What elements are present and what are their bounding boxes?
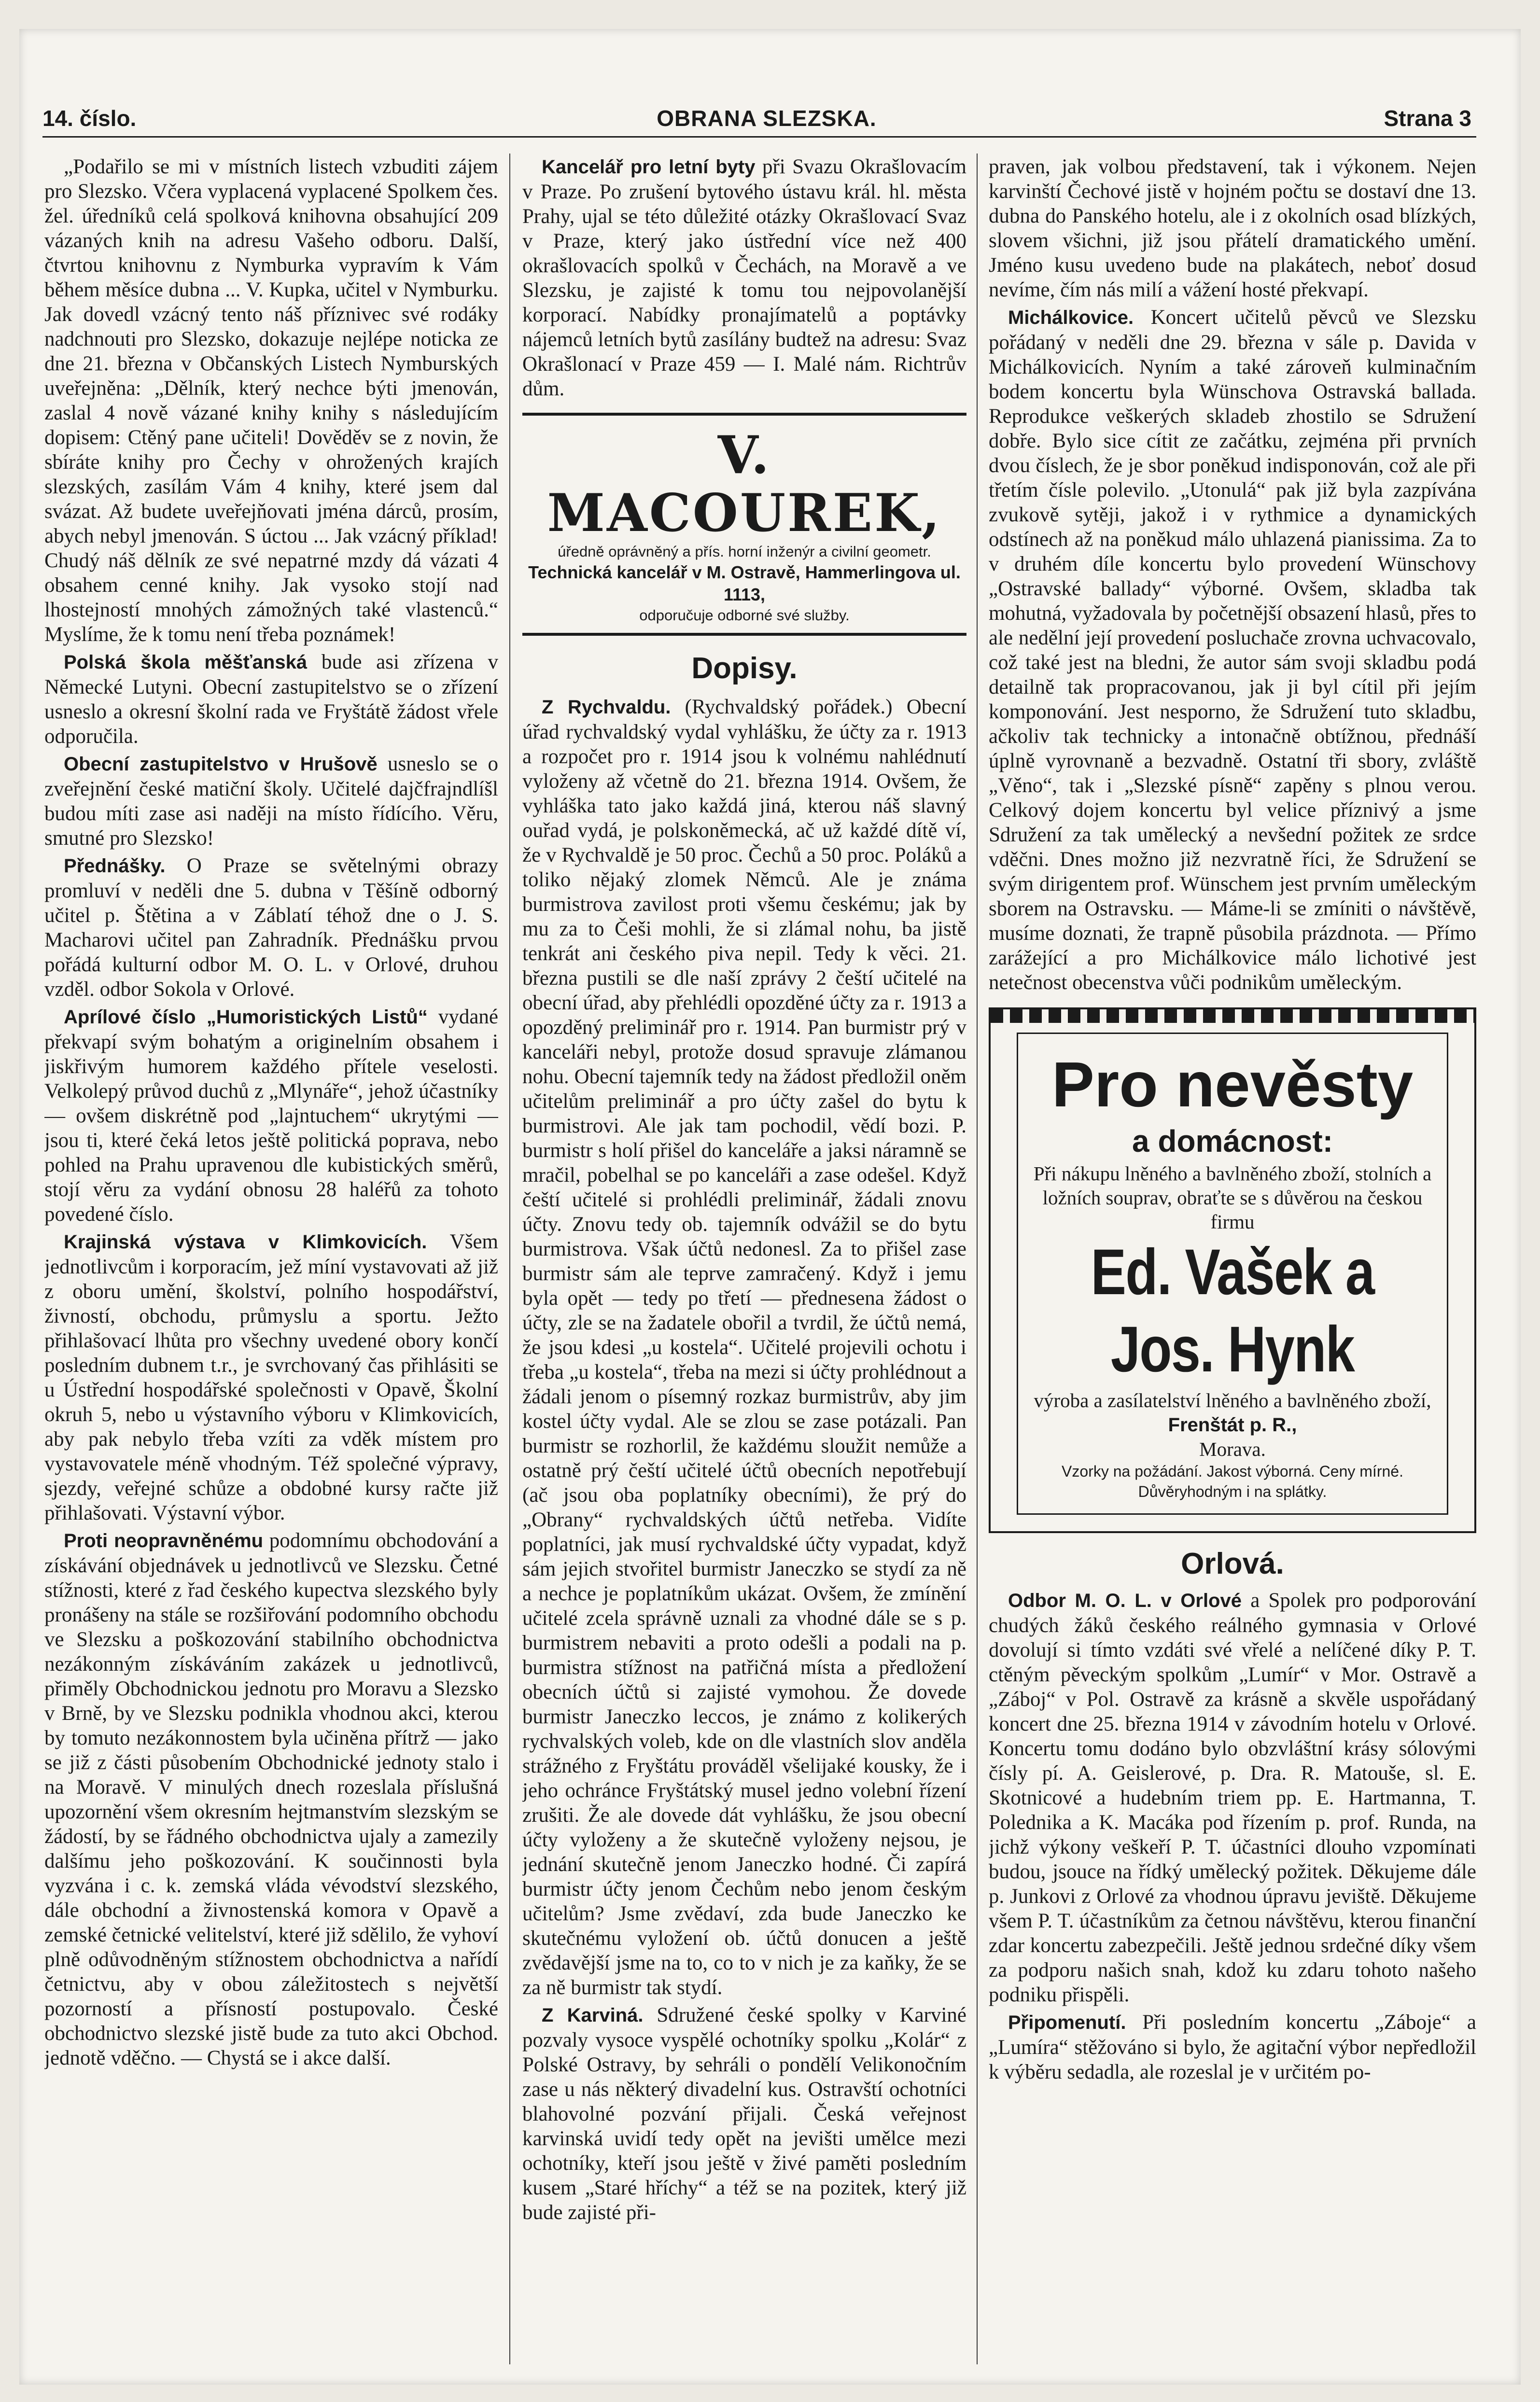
article-lead: Z Rychvaldu.: [542, 697, 671, 718]
article-text: Všem jednotlivcům i korporacím, jež míní vystavovati až již z oboru umění, školství, polního hospodářství, živností, obchodu, průmyslu a sportu. Ježto přihlašovací lhůta pro všechny uvedené obory končí posledním dubnem t.r., je svrchovaný čas přihlásiti se u Ústřední hospodářské společnosti v Opavě, Školní okruh 5, nebo u výstavního výboru v Klimkovicích, aby pak nebylo třeba vzíti za vděk místem pro vystavovatele méně vhodným. Též společné výpravy, sjezdy, veřejné schůze a obdobné kursy račte již přihlašovati. Výstavní výbor.: [44, 1230, 498, 1524]
article-text: a Spolek pro podporování chudých žáků českého reálného gymnasia v Orlové dovolují si tímto vzdáti své vřelé a nelíčené díky P. T. ctěným pěveckým spolkům „Lumír“ v Mor. Ostravě a „Záboj“ v Pol. Ostravě za krásně a skvěle uspořádaný koncert dne 25. března 1914 v závodním hotelu v Orlové. Koncertu tomu dodáno bylo obzvláštní krásy sólovými čísly pí. A. Geislerové, p. Dra. R. Matouše, sl. E. Skotnicové a hudebním triem pp. E. Hartmanna, T. Polednika a K. Macáka pod řízením p. prof. Runda, na jichž výkony veškeří P. T. účastníci dlouho vzpomínati budou, jsouce na řídký umělecký požitek. Děkujeme dále p. Junkovi z Orlové za vhodnou úpravu jeviště. Děkujeme všem P. T. účastníkům za četnou návštěvu, kterou finanční zdar koncertu zabezpečili. Ještě jednou srdečné díky všem za podporu našich snah, kdož ku zdaru tohoto našeho podniku přispěli.: [989, 1589, 1476, 2006]
article-paragraph: [44, 1229, 498, 1525]
article-lead: Michálkovice.: [1008, 307, 1134, 328]
article-lead: Přednášky.: [64, 855, 166, 877]
ad-line: Technická kancelář v M. Ostravě, Hammerlingova ul. 1113,: [528, 562, 961, 604]
article-text: podomnímu obchodování a získávání objednávek u jednotlivců ve Slezsku. Četné stížnosti, které z řad českého kupectva slezského byly pronášeny na stále se rozšiřování podomního obchodu ve Slezsku a poškozování stabilního obchodnictva nezákonným získáváním zakázek u jednotlivců, přiměly Obchodnickou jednotu pro Moravu a Slezsko v Brně, by ve Slezsku podnikla vhodnou akci, kterou by tomuto nezákonnostem byla učiněna přítrž — jako se již z části působením Obchodnické jednoty stalo i na Moravě. V minulých dnech rozeslala příslušná upozornění všem okresním hejtmanstvím slezským se žádostí, by se řádného obchodnictva ujaly a zamezily dalšímu jeho poškozování. K součinnosti byla vyzvána i c. k. zemská vláda vévodství slezského, dále obchodní a živnostenská komora v Opavě a zemské četnické velitelství, které již sdělilo, že vyhoví plně odůvodněným stížnostem obchodnictva a nařídí četnictvu, aby v obou záležitostech s největší pozorností a přísností postupovalo. České obchodnictvo slezské jistě bude za tuto akci Obchod. jednotě vděčno. — Chystá se i akce další.: [44, 1529, 498, 2069]
article-lead: Krajinská výstava v Klimkovicích.: [64, 1231, 427, 1253]
ad-headline: Pro nevěsty: [1051, 1049, 1414, 1120]
ad-city: Frenštát p. R.,: [1168, 1414, 1297, 1436]
column-2: [522, 154, 966, 2365]
article-lead: Proti neopravněnému: [64, 1530, 264, 1551]
ad-subheadline: a domácnost:: [1132, 1124, 1333, 1159]
article-paragraph: [522, 2003, 966, 2225]
article-paragraph: [44, 752, 498, 851]
ad-line: úředně oprávněný a přís. horní inženýr a civilní geometr.: [558, 543, 931, 560]
advertisement-macourek: [522, 413, 966, 636]
article-paragraph: praven, jak volbou představení, tak i výkonem. Nejen karvinští Čechové jistě v hojném počtu se dostaví dne 13. dubna do Panského hotelu, ale i z okolních osad blízkých, slovem všichni, již jsou přátelí dramatického umění. Jméno kusu uvedeno bude na plakátech, neboť dosud nevíme, čím nás milí a vážení hosté překvapí.: [989, 155, 1476, 301]
ad-line: [1029, 1388, 1436, 1437]
article-paragraph: [522, 695, 966, 2000]
article-text: Koncert učitelů pěvců ve Slezsku pořádaný v neděli dne 29. března v sále p. Davida v Michálkovicích. Nyním a také zároveň kulminačním bodem koncertu byla Wünschova Ostravská ballada. Reprodukce veškerých skladeb zhostilo se Sdružení dobře. Bylo sice cítit ze začátku, zejména při prvních dvou číslech, že je sbor poněkud indisponován, což ale při třetím čísle polevilo. „Utonulá“ pak již byla zazpívána zvukově sytěji, jakož i v rythmice a dynamických odstínech až na poněkud málo uhlazená pianissima. Za to v druhém díle koncertu bylo provedení Wünschovy „Ostravské ballady“ výborné. Ovšem, skladba tak mohutná, vyžadovala by početnější obsazení hlasů, přes to ale nedělní její provedení posluchače zrovna uchvacovalo, což také jest na bledni, že autor sám svoji skladbu podá detailně tak propracovanou, jak ji byl cítil při jejím komponování. Jest nesporno, že Sdružení tuto skladbu, ačkoliv tak technicky a intonačně obtížnou, přednáší úplně vyrovnaně a bezvadně. Ostatní tři sbory, zvláště „Věno“, tak i „Slezské písně“ zapěny s plnou verou. Celkový dojem koncertu byl velice příznivý a jsme Sdružení za tak umělecký a nevšední požitek ze srdce vděčni. Dnes možno již nezvratně říci, že Sdružení se svým dirigentem prof. Wünschem jest prvním uměleckým sborem na Ostravsku. — Máme-li se zmíniti o návštěvě, musíme doznati, že trapně působila prázdnota. — Přímo zarážející a pro Michálkovice málo lichotivé jest netečnost obecenstva vůči podnikům uměleckým.: [989, 306, 1476, 994]
article-paragraph: [44, 853, 498, 1002]
article-text: usneslo se o zveřejnění české matiční školy. Učitelé dajčfrajndlíšl budou míti zase asi naději na místo řídícího. Věru, smutné pro Slezsko!: [44, 753, 498, 850]
article-lead: Obecní zastupitelstvo v Hrušově: [64, 754, 378, 775]
ad-line: Vzorky na požádání. Jakost výborná. Ceny mírné. Důvěryhodným i na splátky.: [1062, 1463, 1403, 1500]
ad-line: odporučuje odborné své služby.: [639, 607, 850, 624]
article-lead: Aprílové číslo „Humoristických Listů“: [64, 1006, 428, 1028]
page-header: [42, 105, 1491, 136]
advertisement-vasek-hynk: [989, 1007, 1476, 1533]
ad-line-text: výroba a zasílatelství lněného a bavlněného zboží,: [1034, 1389, 1431, 1411]
article-paragraph: [989, 305, 1476, 995]
article-paragraph: [44, 1005, 498, 1227]
column-divider: [977, 154, 978, 2364]
ad-line: Morava.: [1199, 1438, 1266, 1460]
article-text: bude asi zřízena v Německé Lutyni. Obecní zastupitelstvo se o zřízení usneslo a okresní školní rada ve Fryštátě žádost vřele odporučila.: [44, 651, 498, 748]
ad-firm-name: Ed. Vašek a Jos. Hynk: [1091, 1236, 1374, 1385]
article-text: při Svazu Okrašlovacím v Praze. Po zrušení bytového ústavu král. hl. města Prahy, ujal se této důležité otázky Okrašlovací Svaz v Praze, který jako ústřední více než 400 okrašlovacích spolků v Čechách, na Moravě a ve Slezsku, je zajisté k tomu tou nejpovolanější korporací. Nabídky pronajímatelů a poptávky nájemců letních bytů zasílány budtež na adresu: Svaz Okrašlonací v Praze 459 — I. Malé nám. Richtrův dům.: [522, 155, 966, 400]
article-lead: Z Karviná.: [542, 2005, 644, 2026]
article-paragraph: [44, 650, 498, 749]
article-lead: Kancelář pro letní byty: [542, 156, 756, 178]
section-heading: Orlová.: [1181, 1547, 1284, 1580]
article-paragraph: [44, 1528, 498, 2070]
article-lead: Polská škola měšťanská: [64, 652, 308, 673]
issue-number: 14. číslo.: [42, 106, 137, 131]
article-text: Při posledním koncertu „Záboje“ a „Lumíra“ stěžováno si bylo, že agitační výbor nepředložil k výběru sedadla, ale rozeslal je v určitém po-: [989, 2011, 1476, 2083]
page-number: Strana 3: [1384, 106, 1471, 131]
article-paragraph: [989, 2010, 1476, 2084]
article-paragraph: „Podařilo se mi v místních listech vzbuditi zájem pro Slezsko. Včera vyplacená vyplacené Spolkem čes. žel. úředníků celá spolková knihovna obsahující 209 vázaných knih na adresu Vašeho odboru. Další, čtvrtou knihovnu z Nymburka vypravím k Vám během měsíce dubna ... V. Kupka, učitel v Nymburku. Jak dovedl vzácný tento náš příznivec své rodáky nadchnouti pro Slezsko, dokazuje nejlépe noticka ze dne 21. března v Občanských Listech Nymburských uveřejněna: „Dělník, který nechce býti jmenován, zaslal 4 nově vázané knihy knihy s následujícím dopisem: Ctěný pane učiteli! Dověděv se z novin, že sbíráte knihy pro Čechy v ohrožených krajích slezských, zasílám Vám 4 knihy, které jsem dal svázat. Až budete uveřejňovati jména dárců, prosím, abych nebyl jmenován. S úctou ... Jak vzácný příklad! Chudý náš dělník ze své nepatrné mzdy dá vázati 4 obsahem cenné knihy. Jak vysoko stojí nad lhostejností mnohých zámožných také vlastenců.“ Myslíme, že k tomu není třeba poznámek!: [44, 155, 498, 646]
article-text: O Praze se světelnými obrazy promluví v neděli dne 5. dubna v Těšíně odborný učitel p. Štětina a v Záblatí téhož dne o J. S. Macharovi učitel pan Zahradník. Přednášku prvou pořádá kulturní odbor M. O. L. v Orlové, druhou vzděl. odbor Sokola v Orlové.: [44, 854, 498, 1001]
masthead-title: OBRANA SLEZSKA.: [657, 106, 877, 131]
ad-frame: [1017, 1033, 1448, 1515]
ad-name: V. MACOUREK,: [547, 425, 942, 544]
column-1: [44, 154, 498, 2365]
article-lead: Připomenutí.: [1008, 2012, 1126, 2033]
article-text: (Rychvaldský pořádek.) Obecní úřad rychvaldský vydal vyhlášku, že účty za r. 1913 a rozpočet pro r. 1914 jsou k volnému nahlédnutí vyloženy až včetně do 21. března 1914. Ovšem, že vyhláška tato jako každá jiná, kterou náš slavný ouřad vydá, je polskoněmecká, ač už každé dítě ví, že v Rychvaldě je 50 proc. Čechů a 50 proc. Poláků a toliko nějaký zlomek Němců. Ale je známa burmistrova zavilost proti všemu českému; jak by mu za to Češi mohli, že si zlámal nohu, ba jistě tenkrát ani českého piva nepil. Tedy k věci. 21. března pustili se dle naší zprávy 2 čeští učitelé na obecní úřad, aby přehlédli opozděné účty za r. 1913 a opozděný preliminář pro r. 1914. Pan burmistr prý v kanceláři nebyl, protože dosud spravuje zlámanou nohu. Obecní tajemník tedy na žádost předložil oněm učitelům preliminář a pro účty zašel do bytu k burmistrovi. Ale jak tam pochodil, vědí bozi. P. burmistr s holí přišel do kanceláře a jaksi náramně se mračil, pobelhal se po kanceláři a zase odešel. Když čeští učitelé si prohlédli preliminář, žádali znovu účty. Znovu tedy ob. tajemník odvážil se do bytu burmistrova. Však účtů nedonesl. Za to přišel zase burmistr sám ale teprve zamračený. Když i jemu byla opět — tedy po třetí — přednesena žádost o účty, zle se na žadatele obořil a tvrdil, že účtů nemá, že jsou kdesi „u kostela“. Učitelé projevili ochotu i třeba „u kostela“, třeba na mezi si účty prohlédnout a žádali jenom o písemný rozkaz burmistrův, aby jim kostel účty vydal. Ale se zlou se zase potázali. Pan burmistr se rozhorlil, že každému sloužit nemůže a ostatně prý čeští učitelé účtů obecních nepotřebují (ač jsou oba poplatníky obecními), že prý do „Obrany“ rychvaldských účtů netřeba. Vidíte poplatníci, jak musí rychvaldské účty vypadat, když sám jejich stvořitel burmistr Janeczko se stydí za ně a nechce je poplatníkům ukázat. Ovšem, že zmínění učitelé zcela správně uznali za vhodné dále se s p. burmistrem nebaviti a proto odešli a podali na p. burmistra stížnost na patřičná místa a předložení obecních účtů si zajisté vymohou. Že dovede burmistr Janeczko leccos, je známo z kolikerých rychvalských voleb, kde on dle vlastních slov anděla strážného z Fryštátu prováděl všelijaké kousky, že i jeho ochránce Fryštátský musel jedno volební řízení zrušiti. Že ale dovede dát vyhlášku, že jsou obecní účty vyloženy a že skutečně vyloženy nejsou, je jednání skutečně jenom Janeczko hodné. Či zapírá burmistr účty jenom Čechům nebo jenom českým učitelům? Jsme zvědaví, zda bude Janeczko ke skutečnému vyložení ob. účtů donucen a ještě zvědavější jsme na to, co to v nich je za kaňky, že se za ně burmistr tak stydí.: [522, 696, 966, 1999]
article-text: vydané překvapí svým bohatým a originelním obsahem i jiskřivým humorem každého přítele veselosti. Velkolepý průvod duchů z „Mlynáře“, jehož účastníky — ovšem diskrétně pod „lajntuchem“ ukrytými — jsou ti, které čeká letos ještě politická poprava, nebo pohled na Prahu upravenou dle kubistických směrů, stojí věru za vydání obnosu 28 haléřů za tohoto povedené číslo.: [44, 1005, 498, 1226]
article-paragraph: [522, 154, 966, 401]
header-rule: [42, 136, 1476, 138]
article-text: Sdružené české spolky v Karviné pozvaly vysoce vyspělé ochotníky spolku „Kolár“ z Polské Ostravy, by sehráli o pondělí Velikonočním zase u nás některý divadelní kus. Ostravští ochotníci blahovolné pozvání přijali. Česká veřejnost karvinská uvidí tedy opět na jevišti umělce mezi ochotníky, kteří jsou ještě v živé paměti posledním kusem „Staré hříchy“ a též se na pozitek, který již bude zajisté při-: [522, 2004, 966, 2224]
column-3: [989, 154, 1476, 2365]
ad-body: Při nákupu lněného a bavlněného zboží, stolních a ložních souprav, obraťte se s důvěrou na českou firmu: [1033, 1162, 1432, 1233]
article-lead: Odbor M. O. L. v Orlové: [1008, 1590, 1242, 1611]
section-heading: Dopisy.: [691, 652, 798, 685]
column-divider: [509, 154, 510, 2364]
article-paragraph: [989, 1588, 1476, 2007]
